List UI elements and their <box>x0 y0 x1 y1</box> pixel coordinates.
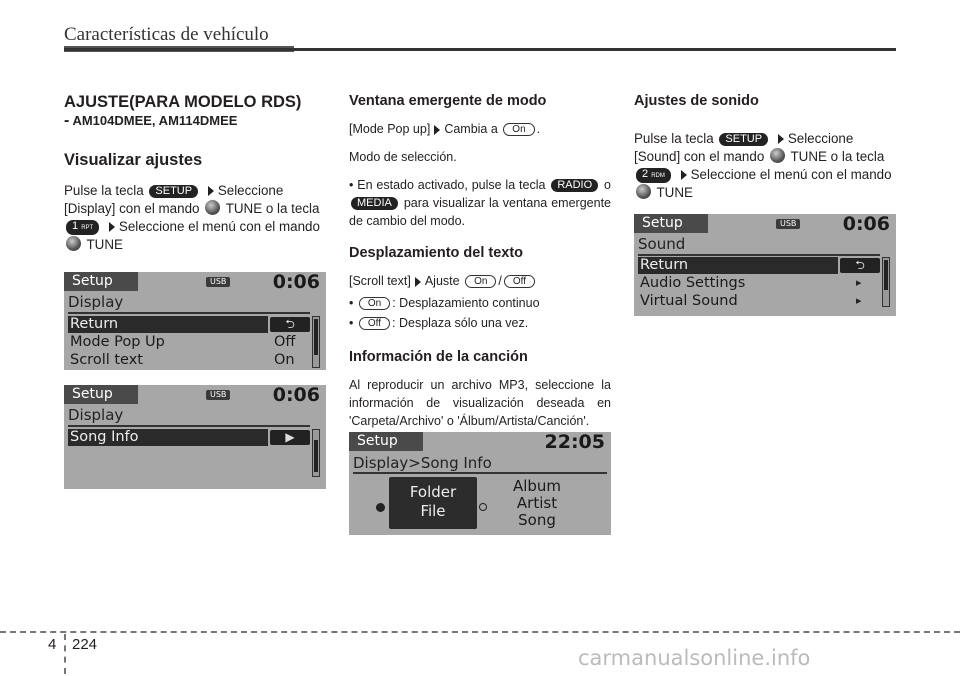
heading-mode-popup: Ventana emergente de modo <box>349 93 547 109</box>
arrow-icon <box>681 170 687 180</box>
footer-divider <box>64 634 66 674</box>
menu-song-info: Song Info <box>68 429 268 446</box>
display-instructions: Pulse la tecla SETUP Seleccione [Display] con el mando TUNE o la tecla 1 RPT Seleccione el menú con el mando TUNE <box>64 183 320 252</box>
page-number: 224 <box>72 636 98 653</box>
heading-sound-settings: Ajustes de sonido <box>634 93 759 109</box>
song-info-text: Al reproducir un archivo MP3, seleccione la información de visualización deseada en 'Carpeta/Archivo' o 'Álbum/Artista/Canción'. <box>349 378 611 428</box>
screen-subtitle: Display>Song Info <box>353 454 492 472</box>
chevron-right-icon: ▸ <box>856 294 862 307</box>
usb-badge: USB <box>206 277 230 287</box>
header-rule <box>64 48 896 51</box>
mode-pop-up-value: Off <box>274 334 296 350</box>
arrow-icon <box>208 186 214 196</box>
on-pill: On <box>465 275 496 288</box>
column-3 <box>634 92 896 212</box>
tune-knob-icon <box>205 200 220 215</box>
menu-return: Return <box>638 257 838 274</box>
rdm-key: 2 RDM <box>636 168 671 183</box>
arrow-icon <box>109 222 115 232</box>
arrow-icon <box>778 134 784 144</box>
screen-tab: Setup <box>64 272 138 291</box>
scrollbar <box>312 316 320 368</box>
menu-mode-pop-up: Mode Pop Up <box>70 334 165 350</box>
setup-key: SETUP <box>719 133 768 146</box>
scroll-text-value: On <box>274 352 295 368</box>
setup-key: SETUP <box>149 185 198 198</box>
tune-knob-icon <box>770 148 785 163</box>
menu-scroll-text: Scroll text <box>70 352 143 368</box>
rpt-key: 1 RPT <box>66 220 99 235</box>
scrollbar <box>312 429 320 477</box>
screen-divider <box>68 312 310 314</box>
scroll-setting: [Scroll text] Ajuste On / Off <box>349 272 611 290</box>
option-album-artist-song: Album Artist Song <box>512 477 562 529</box>
screen-clock: 0:06 <box>272 385 320 406</box>
screen-subtitle: Sound <box>638 235 686 253</box>
screen-subtitle: Display <box>68 406 124 424</box>
chapter-number: 4 <box>48 636 57 653</box>
menu-audio-settings: Audio Settings <box>640 275 746 291</box>
screen-clock: 0:06 <box>842 214 890 235</box>
off-pill: Off <box>359 317 390 330</box>
sound-setup-screen <box>634 214 896 316</box>
column-1 <box>64 92 326 264</box>
off-pill: Off <box>504 275 535 288</box>
screen-divider <box>68 425 310 427</box>
heading-scroll-text: Desplazamiento del texto <box>349 245 524 261</box>
footer-rule <box>0 631 960 633</box>
menu-return: Return <box>68 316 268 333</box>
screen-clock: 0:06 <box>272 272 320 293</box>
arrow-icon <box>434 125 440 135</box>
on-pill: On <box>503 123 534 136</box>
tune-knob-icon <box>66 236 81 251</box>
main-title: AJUSTE(PARA MODELO RDS) <box>64 93 302 111</box>
models-subheading: - AM104DMEE, AM114DMEE <box>64 112 238 129</box>
scroll-off-item: • Off : Desplaza sólo una vez. <box>349 316 529 330</box>
return-icon: ⮌ <box>840 258 880 273</box>
song-info-popup-screen <box>349 432 611 535</box>
sound-instructions: Pulse la tecla SETUP Seleccione [Sound] con el mando TUNE o la tecla 2 RDM Seleccione el menú con el mando TUNE <box>634 131 892 200</box>
arrow-icon <box>415 277 421 287</box>
heading-song-info: Información de la canción <box>349 349 528 365</box>
screen-tab: Setup <box>349 432 423 451</box>
radio-selected-icon <box>376 503 385 512</box>
screen-tab: Setup <box>634 214 708 233</box>
radio-key: RADIO <box>551 179 598 192</box>
popup-setting: [Mode Pop up] Cambia a On . <box>349 122 541 136</box>
popup-bullet: • En estado activado, pulse la tecla RADIO o MEDIA para visualizar la ventana emergente de cambio del modo. <box>349 178 611 228</box>
popup-mode-text: Modo de selección. <box>349 150 457 164</box>
song-info-setup-screen <box>64 385 326 489</box>
scroll-on-item: • On : Desplazamiento continuo <box>349 296 540 310</box>
usb-badge: USB <box>206 390 230 400</box>
page-header: Características de vehículo <box>64 24 269 45</box>
usb-badge: USB <box>776 219 800 229</box>
arrow-right-icon: ▶ <box>270 430 310 445</box>
column-2 <box>349 92 611 440</box>
screen-subtitle: Display <box>68 293 124 311</box>
screen-divider <box>353 472 607 474</box>
on-pill: On <box>359 297 390 310</box>
section-title-display: Visualizar ajustes <box>64 151 203 169</box>
chevron-right-icon: ▸ <box>856 276 862 289</box>
media-key: MEDIA <box>351 197 398 210</box>
scrollbar <box>882 257 890 307</box>
tune-knob-icon <box>636 184 651 199</box>
screen-tab: Setup <box>64 385 138 404</box>
watermark: carmanualsonline.info <box>578 646 811 670</box>
screen-clock: 22:05 <box>544 432 605 453</box>
screen-divider <box>638 254 880 256</box>
display-setup-screen <box>64 272 326 370</box>
return-icon: ⮌ <box>270 317 310 332</box>
radio-unselected-icon <box>479 503 487 511</box>
menu-virtual-sound: Virtual Sound <box>640 293 738 309</box>
option-folder-file: Folder File <box>389 477 477 529</box>
